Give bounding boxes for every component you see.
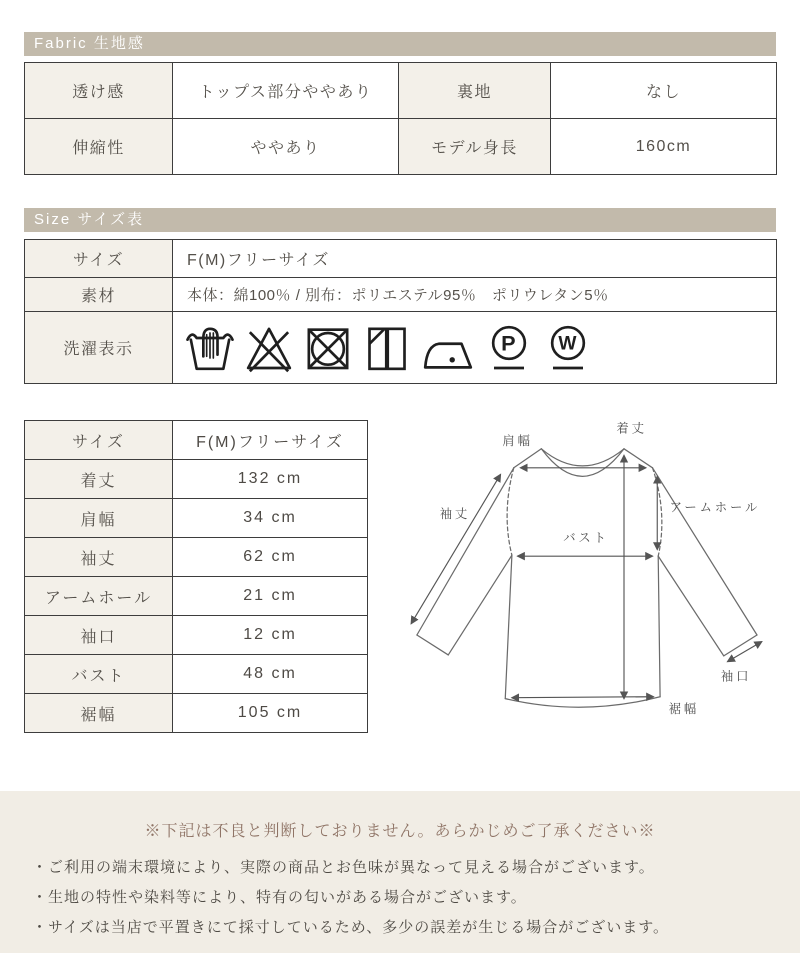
garment-outline (417, 449, 757, 707)
measure-value-shoulder: 34 cm (173, 499, 368, 538)
list-item: ・ご利用の端末環境により、実際の商品とお色味が異なって見える場合がございます。 (32, 859, 655, 876)
measure-label-bust: バスト (25, 655, 173, 694)
fabric-label-model-height: モデル身長 (399, 119, 551, 175)
size-value: F(M)フリーサイズ (173, 240, 777, 278)
measure-label-length: 着丈 (25, 460, 173, 499)
measure-label-shoulder: 肩幅 (25, 499, 173, 538)
diagram-label-armhole: アームホール (669, 500, 761, 515)
size-section-header: Size サイズ表 (24, 208, 776, 232)
dry-clean-P-icon (484, 321, 534, 375)
table-row (25, 577, 368, 616)
diagram-label-length: 着丈 (616, 421, 647, 436)
size-label: サイズ (25, 240, 173, 278)
list-item: ・サイズは当店で平置きにて採寸しているため、多少の誤差が生じる場合がございます。 (32, 919, 670, 936)
table-row (25, 240, 777, 278)
measure-label-hem: 裾幅 (25, 694, 173, 733)
table-row (25, 312, 777, 384)
do-not-bleach-icon (244, 321, 294, 375)
measurement-table (24, 420, 368, 733)
fabric-label-sheerness: 透け感 (25, 63, 173, 119)
measure-value-hem: 105 cm (173, 694, 368, 733)
material-value: 本体：綿100％ / 別布：ポリエステル95％ ポリウレタン5％ (173, 278, 777, 312)
measure-value-length: 132 cm (173, 460, 368, 499)
hand-wash-icon (185, 321, 235, 375)
table-row (25, 278, 777, 312)
table-row (25, 421, 368, 460)
fabric-label-lining: 裏地 (399, 63, 551, 119)
care-symbols-cell (173, 312, 777, 384)
table-row (25, 655, 368, 694)
measure-value-armhole: 21 cm (173, 577, 368, 616)
diagram-label-shoulder: 肩幅 (502, 434, 533, 448)
iron-low-temp-icon (421, 321, 475, 375)
measure-label-cuff: 袖口 (25, 616, 173, 655)
diagram-label-hem: 裾幅 (668, 701, 700, 716)
measure-label-armhole: アームホール (25, 577, 173, 616)
table-row (25, 694, 368, 733)
measurement-area (24, 420, 776, 748)
do-not-tumble-dry-icon (303, 321, 353, 375)
fabric-value-model-height: 160cm (551, 119, 777, 175)
measure-value-bust: 48 cm (173, 655, 368, 694)
table-row (25, 119, 777, 175)
fabric-label-stretch: 伸縮性 (25, 119, 173, 175)
measure-label-size: サイズ (25, 421, 173, 460)
disclaimer-heading: ※下記は不良と判断しておりません。あらかじめご了承ください※ (144, 823, 656, 840)
table-row (25, 538, 368, 577)
svg-text:W: W (558, 333, 578, 355)
measure-label-sleeve: 袖丈 (25, 538, 173, 577)
diagram-label-cuff: 袖口 (720, 669, 752, 684)
diagram-label-sleeve: 袖丈 (439, 507, 471, 522)
product-detail-section (0, 32, 800, 748)
table-row (25, 616, 368, 655)
material-label: 素材 (25, 278, 173, 312)
fabric-value-stretch: ややあり (173, 119, 399, 175)
care-label: 洗濯表示 (25, 312, 173, 384)
line-dry-in-shade-icon (362, 321, 412, 375)
measurement-arrows (411, 455, 762, 698)
measure-value-size: F(M)フリーサイズ (173, 421, 368, 460)
table-row (25, 499, 368, 538)
disclaimer-list (0, 853, 800, 943)
table-row (25, 460, 368, 499)
list-item: ・生地の特性や染料等により、特有の匂いがある場合がございます。 (32, 889, 527, 906)
size-info-table (24, 239, 777, 384)
garment-measurement-diagram (396, 408, 776, 748)
diagram-label-bust: バスト (563, 530, 609, 545)
table-row (25, 63, 777, 119)
fabric-value-lining: なし (551, 63, 777, 119)
fabric-value-sheerness: トップス部分ややあり (173, 63, 399, 119)
fabric-section-header: Fabric 生地感 (24, 32, 776, 56)
wet-clean-W-icon (543, 321, 593, 375)
svg-text:P: P (501, 330, 517, 355)
disclaimer-notes (0, 791, 800, 953)
measure-value-sleeve: 62 cm (173, 538, 368, 577)
fabric-table (24, 62, 777, 175)
measure-value-cuff: 12 cm (173, 616, 368, 655)
care-symbols-row (185, 321, 776, 375)
